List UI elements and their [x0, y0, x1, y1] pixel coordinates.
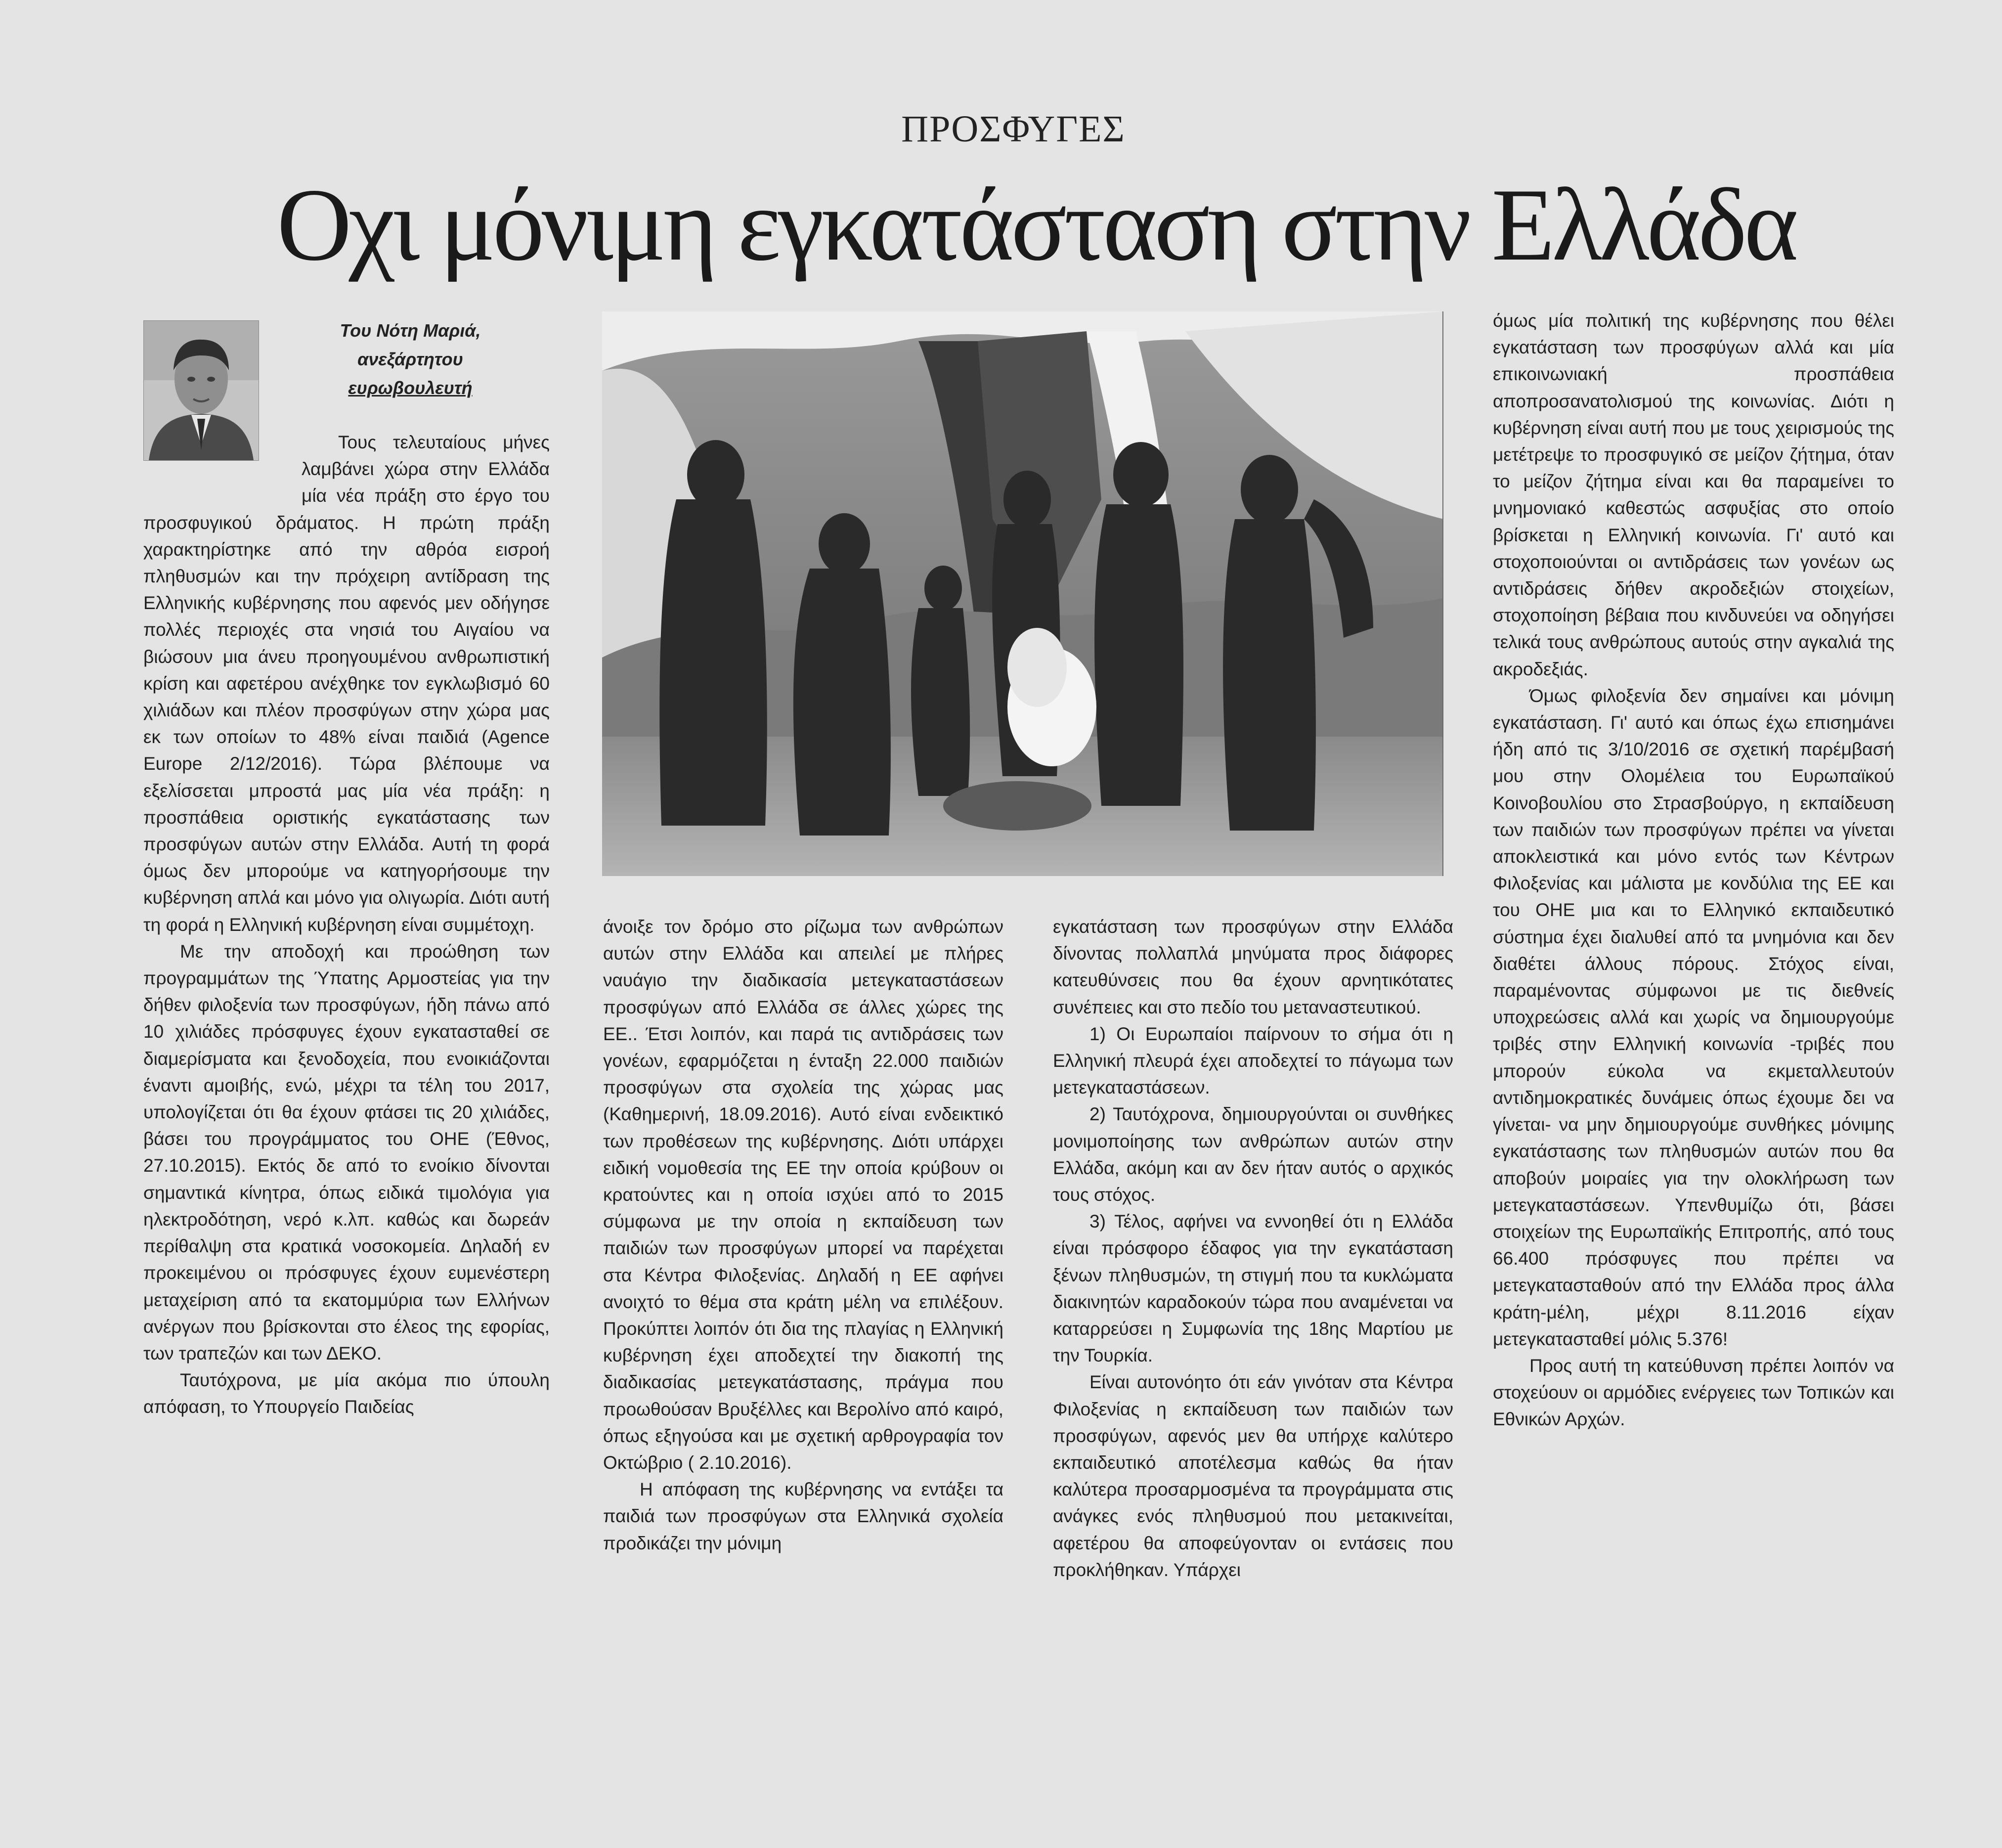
paragraph: 3) Τέλος, αφήνει να εννοηθεί ότι η Ελλάδα είναι πρόσφορο έδαφος για την εγκατάσταση ξένων πληθυσμών, τη στιγμή που τα κυκλώματα διακινητών καραδοκούν τώρα που αναμένεται να καταρρεύσει η Συμφωνία της 18ης Μαρτίου με την Τουρκία. [1053, 1211, 1453, 1366]
paragraph: άνοιξε τον δρόμο στο ρίζωμα των ανθρώπων αυτών στην Ελλάδα και απειλεί με πλήρες ναυάγιο την διαδικασία μετεγκαταστάσεων προσφύγων από Ελλάδα σε άλλες χώρες της ΕΕ.. Έτσι λοιπόν, και παρά τις αντιδράσεις των γονέων, εφαρμόζεται η ένταξη 22.000 παιδιών προσφύγων στα σχολεία της χώρας μας (Καθημερινή, 18.09.2016). Αυτό είναι ενδεικτικό των προθέσεων της κυβέρνησης. Διότι υπάρχει ειδική νομοθεσία της ΕΕ την οποία κρύβουν οι κρατούντες και η οποία ισχύει από το 2015 σύμφωνα με την οποία η εκπαίδευση των παιδιών των προσφύγων μπορεί να παρέχεται στα Κέντρα Φιλοξενίας. Δηλαδή η ΕΕ αφήνει ανοιχτό το θέμα στα κράτη μέλη να επιλέξουν. Προκύπτει λοιπόν ότι δια της πλαγίας η Ελληνική κυβέρνηση έχει αποδεχτεί την διακοπή της διαδικασίας μετεγκατάστασης, πράγμα που προωθούσαν Βρυξέλλες και Βερολίνο από καιρό, όπως εξηγούσα και με σχετική αρθρογραφία τον Οκτώβριο ( 2.10.2016). [603, 917, 1003, 1473]
refugee-camp-photo [602, 311, 1443, 876]
byline-author: Του Νότη Μαριά, [340, 320, 481, 341]
paragraph: Με την αποδοχή και προώθηση των προγραμμάτων της Ύπατης Αρμοστείας για την δήθεν φιλοξενία των προσφύγων, ήδη πάνω από 10 χιλιάδες πρόσφυγες έχουν εγκατασταθεί σε διαμερίσματα και ξενοδοχεία, που ενοικιάζονται έναντι αμοιβής, ενώ, μέχρι τα τέλη του 2017, υπολογίζεται ότι θα έχουν φτάσει τις 20 χιλιάδες, βάσει του προγράμματος του ΟΗΕ (Έθνος, 27.10.2015). Εκτός δε από το ενοίκιο δίνονται σημαντικά κίνητρα, όπως ειδικά τιμολόγια για ηλεκτροδότηση, νερό κ.λπ. καθώς και δωρεάν περίθαλψη στα κρατικά νοσοκομεία. Δηλαδή εν προκειμένου οι πρόσφυγες έχουν ευμενέστερη μεταχείριση από τα εκατομμύρια των Ελλήνων ανέργων που βρίσκονται στο έλεος της εφορίας, των τραπεζών και των ΔΕΚΟ. [143, 941, 550, 1364]
article-column-4 [1493, 308, 1894, 1784]
paragraph: Προς αυτή τη κατεύθυνση πρέπει λοιπόν να στοχεύουν οι αρμόδιες ενέργειες των Τοπικών και Εθνικών Αρχών. [1493, 1355, 1894, 1430]
paragraph: όμως μία πολιτική της κυβέρνησης που θέλει εγκατάσταση των προσφύγων αλλά και μία επικοινωνιακή προσπάθεια αποπροσανατολισμού της κοινωνίας. Διότι η κυβέρνηση είναι αυτή που με τους χειρισμούς της μετέτρεψε το προσφυγικό σε μείζον ζήτημα, όταν το μείζον ζήτημα είναι και θα παραμείνει το μνημονιακό καθεστώς ασφυξίας στο οποίο βρίσκεται η Ελληνική κοινωνία. Γι' αυτό και στοχοποιούνται οι αντιδράσεις των γονέων ως αντιδράσεις δήθεν ακροδεξιών στοιχείων, στοχοποίηση βέβαια που κινδυνεύει να οδηγήσει τελικά τους ανθρώπους αυτούς στην αγκαλιά της ακροδεξιάς. [1493, 310, 1894, 679]
article-column-2 [603, 914, 1003, 1784]
paragraph: Όμως φιλοξενία δεν σημαίνει και μόνιμη εγκατάσταση. Γι' αυτό και όπως έχω επισημάνει ήδη από τις 3/10/2016 σε σχετική παρέμβασή μου στην Ολομέλεια του Ευρωπαϊκού Κοινοβουλίου στο Στρασβούργο, η εκπαίδευση των παιδιών των προσφύγων πρέπει να γίνεται αποκλειστικά και μόνο εντός των Κέντρων Φιλοξενίας και μάλιστα με κονδύλια της ΕΕ και του ΟΗΕ μια και το Ελληνικό εκπαιδευτικό σύστημα έχει διαλυθεί από τα μνημόνια και δεν διαθέτει άλλους πόρους. Στόχος είναι, παραμένοντας σύμφωνοι με τις διεθνείς υποχρεώσεις αλλά και χωρίς να δημιουργούμε τριβές στην Ελληνική κοινωνία -τριβές που μπορούν εύκολα να εκμεταλλευτούν αντιδημοκρατικές δυνάμεις όπως έχουμε δει να γίνεται- να μην δημιουργούμε συνθήκες μόνιμης εγκατάστασης των πληθυσμών αυτών που θα αποβούν μοιραίες για την ολοκλήρωση των μετεγκαταστάσεων. Υπενθυμίζω ότι, βάσει στοιχείων της Ευρωπαϊκής Επιτροπής, από τους 66.400 πρόσφυγες που πρέπει να μετεγκατασταθούν από την Ελλάδα προς άλλα κράτη-μέλη, μέχρι 8.11.2016 είχαν μετεγκατασταθεί μόλις 5.376! [1493, 685, 1894, 1349]
article-photo [602, 311, 1443, 876]
paragraph: 1) Οι Ευρωπαίοι παίρνουν το σήμα ότι η Ελληνική πλευρά έχει αποδεχτεί το πάγωμα των μετεγκαταστάσεων. [1053, 1023, 1453, 1098]
portrait-wrap-space [143, 429, 302, 505]
article-column-1 [143, 429, 550, 1784]
paragraph: Τους τελευταίους μήνες λαμβάνει χώρα στην Ελλάδα μία νέα πράξη στο έργο του προσφυγικού δράματος. Η πρώτη πράξη χαρακτηρίστηκε από την αθρόα εισροή πληθυσμών και την πρόχειρη αντίδραση της Ελληνικής κυβέρνησης που αφενός μεν οδήγησε πολλές περιοχές στα νησιά του Αιγαίου να βιώσουν μια άνευ προηγουμένου ανθρωπιστική κρίση και αφετέρου ανέχθηκε τον εγκλωβισμό 60 χιλιάδων και πλέον προσφύγων στην χώρα μας εκ των οποίων το 48% είναι παιδιά (Agence Europe 2/12/2016). Τώρα βλέπουμε να εξελίσσεται μπροστά μας μία νέα πράξη: η προσπάθεια οριστικής εγκατάστασης των προσφύγων αυτών στην Ελλάδα. Αυτή τη φορά όμως δεν μπορούμε να κατηγορήσουμε την κυβέρνηση απλά και μόνο για ολιγωρία. Διότι αυτή τη φορά η Ελληνική κυβέρνηση είναι συμμέτοχη. [143, 432, 550, 935]
byline [306, 316, 514, 410]
byline-role: ευρωβουλευτή [348, 378, 473, 398]
section-label: ΠΡΟΣΦΥΓΕΣ [901, 108, 1126, 150]
paragraph: εγκατάσταση των προσφύγων στην Ελλάδα δίνοντας πολλαπλά μηνύματα προς διάφορες κατευθύνσεις που θα έχουν αρνητικότατες συνέπειες και στο πεδίο του μεταναστευτικού. [1053, 917, 1453, 1017]
paragraph: Ταυτόχρονα, με μία ακόμα πιο ύπουλη απόφαση, το Υπουργείο Παιδείας [143, 1370, 550, 1417]
byline-title: ανεξάρτητου [357, 349, 463, 369]
article-column-3 [1053, 914, 1453, 1784]
paragraph: Η απόφαση της κυβέρνησης να εντάξει τα παιδιά των προσφύγων στα Ελληνικά σχολεία προδικάζει την μόνιμη [603, 1479, 1003, 1553]
headline: Οχι μόνιμη εγκατάσταση στην Ελλάδα [277, 168, 1796, 282]
paragraph: 2) Ταυτόχρονα, δημιουργούνται οι συνθήκες μονιμοποίησης των ανθρώπων αυτών στην Ελλάδα, ακόμη και αν δεν ήταν αυτός ο αρχικός τους στόχος. [1053, 1104, 1453, 1205]
paragraph: Είναι αυτονόητο ότι εάν γινόταν στα Κέντρα Φιλοξενίας η εκπαίδευση των παιδιών των προσφύγων, αφενός μεν θα υπήρχε καλύτερο εκπαιδευτικό αποτέλεσμα καθώς θα ήταν καλύτερα προσαρμοσμένα τα προγράμματα στις ανάγκες ενός πληθυσμού που μετακινείται, αφετέρου θα αποφεύγονταν οι εντάσεις που προκλήθηκαν. Υπάρχει [1053, 1372, 1453, 1580]
